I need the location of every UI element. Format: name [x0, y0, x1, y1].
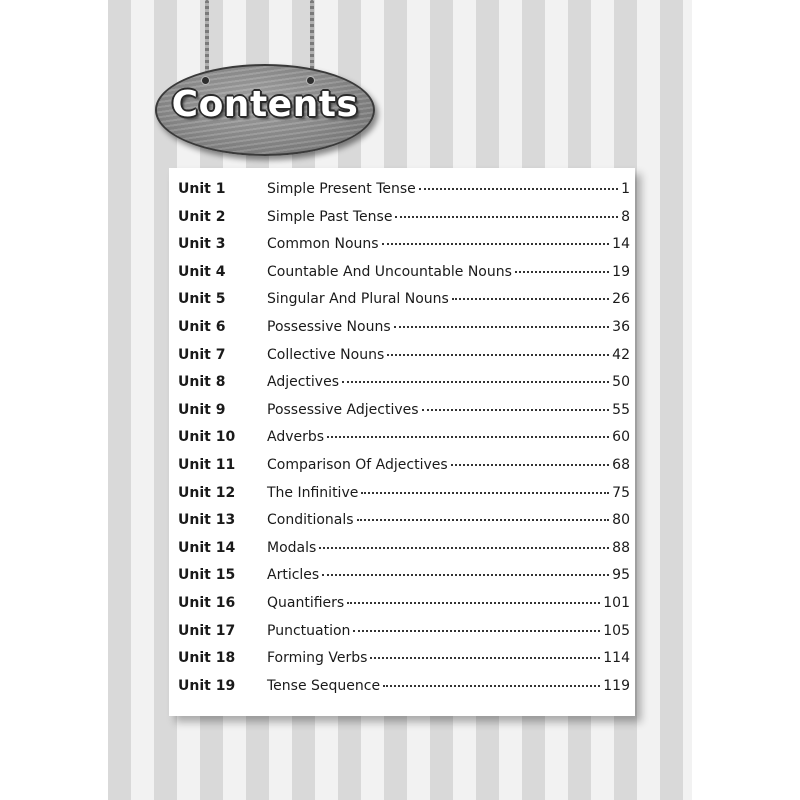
toc-leader-dots	[342, 381, 609, 383]
toc-leader-dots	[452, 298, 609, 300]
toc-unit-label: Unit 13	[178, 512, 236, 529]
toc-page-number: 75	[612, 484, 630, 501]
toc-page-number: 26	[612, 291, 630, 308]
rope-left	[205, 0, 209, 78]
toc-unit-title: Adjectives	[267, 374, 339, 391]
toc-unit-title: Quantifiers	[267, 594, 345, 611]
toc-unit-title: Conditionals	[267, 512, 354, 529]
toc-unit-label: Unit 15	[178, 567, 236, 584]
toc-entry[interactable]	[178, 319, 630, 347]
toc-unit-title: Countable And Uncountable Nouns	[267, 263, 512, 280]
toc-page-number: 88	[612, 539, 630, 556]
toc-leader-dots	[347, 602, 600, 604]
toc-leader-dots	[422, 409, 610, 411]
toc-unit-label: Unit 3	[178, 236, 226, 253]
toc-unit-label: Unit 17	[178, 622, 236, 639]
toc-leader-dots	[383, 685, 600, 687]
toc-entry[interactable]	[178, 678, 630, 706]
toc-unit-label: Unit 6	[178, 318, 226, 335]
toc-unit-label: Unit 1	[178, 181, 226, 197]
toc-unit-label: Unit 5	[178, 291, 226, 308]
toc-entry[interactable]	[178, 181, 630, 209]
toc-unit-label: Unit 9	[178, 401, 226, 418]
toc-page-number: 19	[612, 263, 630, 280]
toc-unit-label: Unit 19	[178, 677, 236, 694]
toc-leader-dots	[327, 436, 609, 438]
toc-entry[interactable]	[178, 209, 630, 237]
toc-unit-title: Punctuation	[267, 622, 351, 639]
toc-unit-title: Modals	[267, 539, 317, 556]
toc-unit-label: Unit 8	[178, 374, 226, 391]
toc-unit-title: Simple Past Tense	[267, 208, 393, 225]
toc-unit-label: Unit 14	[178, 539, 236, 556]
toc-unit-title: Simple Present Tense	[267, 181, 416, 197]
toc-unit-title: The Infinitive	[267, 484, 359, 501]
contents-page	[108, 0, 692, 800]
toc-page-number: 55	[612, 401, 630, 418]
toc-entry[interactable]	[178, 623, 630, 651]
toc-unit-title: Comparison Of Adjectives	[267, 456, 448, 473]
toc-entry[interactable]	[178, 236, 630, 264]
toc-entry[interactable]	[178, 402, 630, 430]
toc-leader-dots	[419, 188, 618, 190]
toc-leader-dots	[319, 547, 609, 549]
toc-entry[interactable]	[178, 595, 630, 623]
toc-unit-label: Unit 4	[178, 263, 226, 280]
toc-entry[interactable]	[178, 374, 630, 402]
toc-leader-dots	[322, 574, 609, 576]
page-title: Contents	[171, 84, 359, 125]
toc-leader-dots	[357, 519, 610, 521]
toc-leader-dots	[370, 657, 600, 659]
toc-page-number: 42	[612, 346, 630, 363]
toc-entry[interactable]	[178, 347, 630, 375]
toc-leader-dots	[353, 630, 600, 632]
toc-unit-title: Articles	[267, 567, 320, 584]
toc-unit-label: Unit 2	[178, 208, 226, 225]
toc-page-number: 8	[621, 208, 630, 225]
table-of-contents	[169, 168, 635, 716]
toc-unit-title: Common Nouns	[267, 236, 379, 253]
toc-entry[interactable]	[178, 485, 630, 513]
toc-page-number: 80	[612, 512, 630, 529]
toc-page-number: 119	[603, 677, 630, 694]
toc-page-number: 105	[603, 622, 630, 639]
toc-unit-title: Adverbs	[267, 429, 325, 446]
toc-unit-label: Unit 11	[178, 456, 236, 473]
toc-leader-dots	[394, 326, 610, 328]
toc-page-number: 95	[612, 567, 630, 584]
toc-entry[interactable]	[178, 567, 630, 595]
toc-page-number: 68	[612, 456, 630, 473]
toc-unit-label: Unit 18	[178, 650, 236, 667]
toc-unit-label: Unit 16	[178, 594, 236, 611]
toc-unit-title: Forming Verbs	[267, 650, 368, 667]
toc-entry[interactable]	[178, 650, 630, 678]
toc-entry[interactable]	[178, 540, 630, 568]
toc-page-number: 114	[603, 650, 630, 667]
toc-page-number: 14	[612, 236, 630, 253]
toc-list	[178, 181, 630, 705]
rope-right	[310, 0, 314, 78]
toc-page-number: 1	[621, 181, 630, 197]
toc-entry[interactable]	[178, 457, 630, 485]
toc-entry[interactable]	[178, 512, 630, 540]
toc-entry[interactable]	[178, 429, 630, 457]
toc-page-number: 60	[612, 429, 630, 446]
toc-unit-title: Possessive Adjectives	[267, 401, 419, 418]
toc-unit-label: Unit 7	[178, 346, 226, 363]
toc-leader-dots	[395, 216, 618, 218]
toc-leader-dots	[361, 492, 609, 494]
toc-unit-title: Tense Sequence	[267, 677, 381, 694]
toc-unit-title: Singular And Plural Nouns	[267, 291, 449, 308]
toc-unit-label: Unit 12	[178, 484, 236, 501]
toc-unit-title: Collective Nouns	[267, 346, 385, 363]
hanging-sign	[155, 64, 375, 156]
toc-leader-dots	[387, 354, 609, 356]
toc-entry[interactable]	[178, 291, 630, 319]
toc-leader-dots	[382, 243, 610, 245]
toc-unit-title: Possessive Nouns	[267, 318, 391, 335]
toc-leader-dots	[451, 464, 610, 466]
toc-unit-label: Unit 10	[178, 429, 236, 446]
toc-page-number: 50	[612, 374, 630, 391]
toc-leader-dots	[515, 271, 609, 273]
toc-page-number: 101	[603, 594, 630, 611]
toc-entry[interactable]	[178, 264, 630, 292]
toc-page-number: 36	[612, 318, 630, 335]
